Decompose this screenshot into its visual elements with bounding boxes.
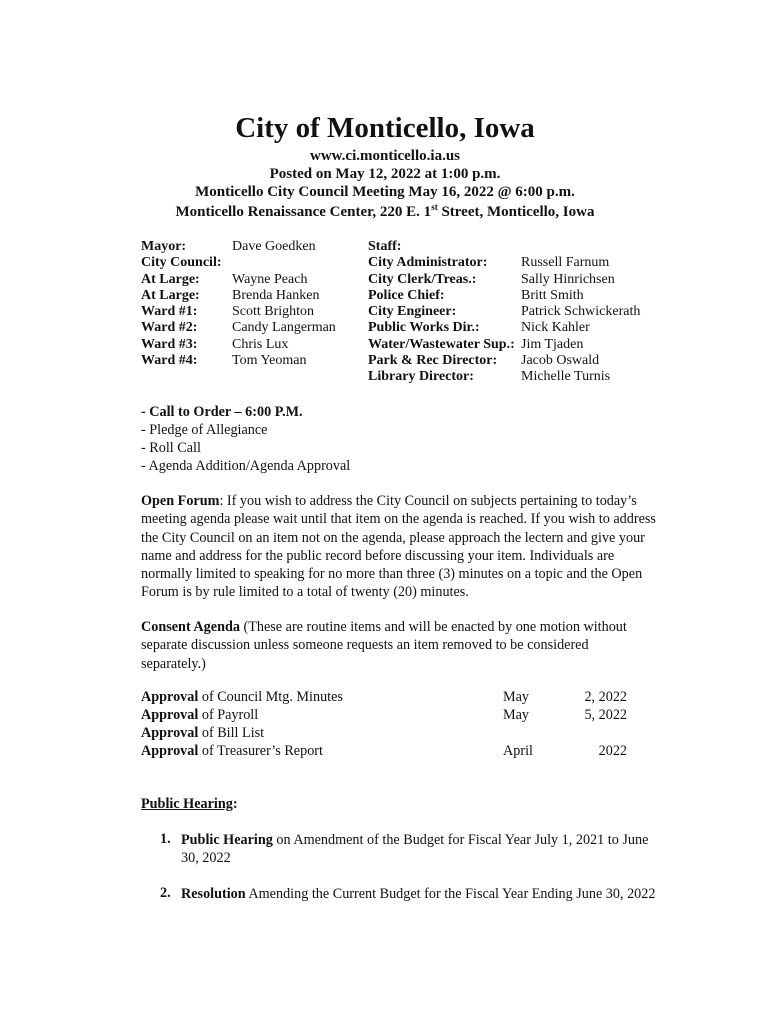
public-hearing-heading [141,795,238,813]
consent-item-month: May [503,707,530,723]
consent-item-rest: of Bill List [198,725,265,741]
hearing-item-rest: Amending the Current Budget for the Fiscal Year Ending June 30, 2022 [245,886,656,902]
council-roles [141,239,222,369]
council-names [232,239,336,369]
staff-name: Jacob Oswald [521,353,600,369]
location-line [0,202,770,221]
name-ward-4: Tom Yeoman [232,353,307,369]
role-mayor: Mayor: [141,239,187,254]
consent-item [141,724,264,742]
staff-role: City Engineer: [368,304,457,320]
role-ward-4: Ward #4: [141,353,198,369]
posted-line: Posted on May 12, 2022 at 1:00 p.m. [269,166,501,182]
consent-item-bold: Approval [141,743,199,759]
name-at-large-1: Wayne Peach [232,271,308,287]
name-ward-2: Candy Langerman [232,320,336,336]
consent-item-bold: Approval [141,725,199,741]
public-hearing-heading-text: Public Hearing [141,796,233,812]
roll-call-item: - Roll Call [141,440,201,456]
staff-role: Police Chief: [368,287,445,303]
consent-item-bold: Approval [141,707,199,723]
name-ward-1: Scott Brighton [232,304,315,320]
hearing-item-number: 2. [160,885,171,901]
consent-item [141,742,323,760]
open-forum-paragraph [141,492,661,602]
public-hearing-colon: : [232,796,238,812]
consent-item-rest: of Payroll [198,707,259,723]
role-at-large-1: At Large: [141,271,200,287]
role-at-large-2: At Large: [141,287,200,303]
consent-item-rest: of Treasurer’s Report [198,743,323,759]
location-post: Street, Monticello, Iowa [437,204,595,220]
name-mayor: Dave Goedken [232,239,316,254]
meeting-line: Monticello City Council Meeting May 16, 2022 @ 6:00 p.m. [195,184,575,200]
hearing-item-bold: Resolution [181,886,246,902]
consent-item [141,688,343,706]
hearing-item-rest: on Amendment of the Budget for Fiscal Year July 1, 2021 to June 30, 2022 [181,832,649,867]
staff-name: Nick Kahler [521,320,590,336]
open-forum-label: Open Forum [141,493,220,509]
open-forum-text: : If you wish to address the City Council on subjects pertaining to today’s meeting agenda please wait until that item on the agenda is reached. If you wish to address the City Council on an item not on the agenda, please approach the lectern and give your name and address for the public record before discussing your item. Individuals are normally limited to speaking for no more than three (3) minutes on a topic and the Open Forum is by rule limited to a total of twenty (20) minutes. [141,493,656,601]
staff-name: Patrick Schwickerath [521,304,641,320]
staff-role: City Clerk/Treas.: [368,271,477,287]
agenda-approval-item: - Agenda Addition/Agenda Approval [141,458,351,474]
consent-item [141,706,258,724]
name-city-council [232,255,336,271]
role-ward-2: Ward #2: [141,320,198,336]
consent-agenda-text: (These are routine items and will be enacted by one motion without separate discussion unless someone requests an item removed to be considered separately.) [141,619,627,672]
staff-role: Public Works Dir.: [368,320,480,336]
name-ward-3: Chris Lux [232,336,289,352]
page-title: City of Monticello, Iowa [235,112,535,144]
hearing-item [181,831,661,868]
hearing-item [181,885,661,903]
consent-item-date: 2022 [598,743,627,759]
staff-name: Sally Hinrichsen [521,271,615,287]
consent-item-month: May [503,689,530,705]
staff-role: City Administrator: [368,255,488,271]
staff-name: Jim Tjaden [521,336,584,352]
pledge-item: - Pledge of Allegiance [141,422,268,438]
staff-heading: Staff: [368,239,402,254]
hearing-item-bold: Public Hearing [181,832,273,848]
call-to-order: - Call to Order – 6:00 P.M. [141,404,303,420]
staff-roles [368,239,515,386]
staff-names [521,255,640,385]
name-at-large-2: Brenda Hanken [232,287,320,303]
website-url: www.ci.monticello.ia.us [310,148,460,164]
consent-agenda-label: Consent Agenda [141,619,240,635]
role-ward-1: Ward #1: [141,304,198,320]
role-city-council: City Council: [141,255,222,271]
staff-name: Russell Farnum [521,255,610,271]
staff-role: Library Director: [368,369,474,385]
consent-item-date: 2, 2022 [584,689,627,705]
location-sup: st [431,202,438,212]
consent-item-month: April [503,743,533,759]
consent-agenda-paragraph [141,618,641,673]
location-pre: Monticello Renaissance Center, 220 E. 1 [175,204,432,220]
staff-name: Michelle Turnis [521,369,611,385]
role-ward-3: Ward #3: [141,336,198,352]
hearing-item-number: 1. [160,831,171,847]
consent-item-bold: Approval [141,689,199,705]
consent-item-date: 5, 2022 [584,707,627,723]
staff-name: Britt Smith [521,287,584,303]
consent-item-rest: of Council Mtg. Minutes [198,689,343,705]
staff-role: Park & Rec Director: [368,353,498,369]
staff-role: Water/Wastewater Sup.: [368,336,515,352]
